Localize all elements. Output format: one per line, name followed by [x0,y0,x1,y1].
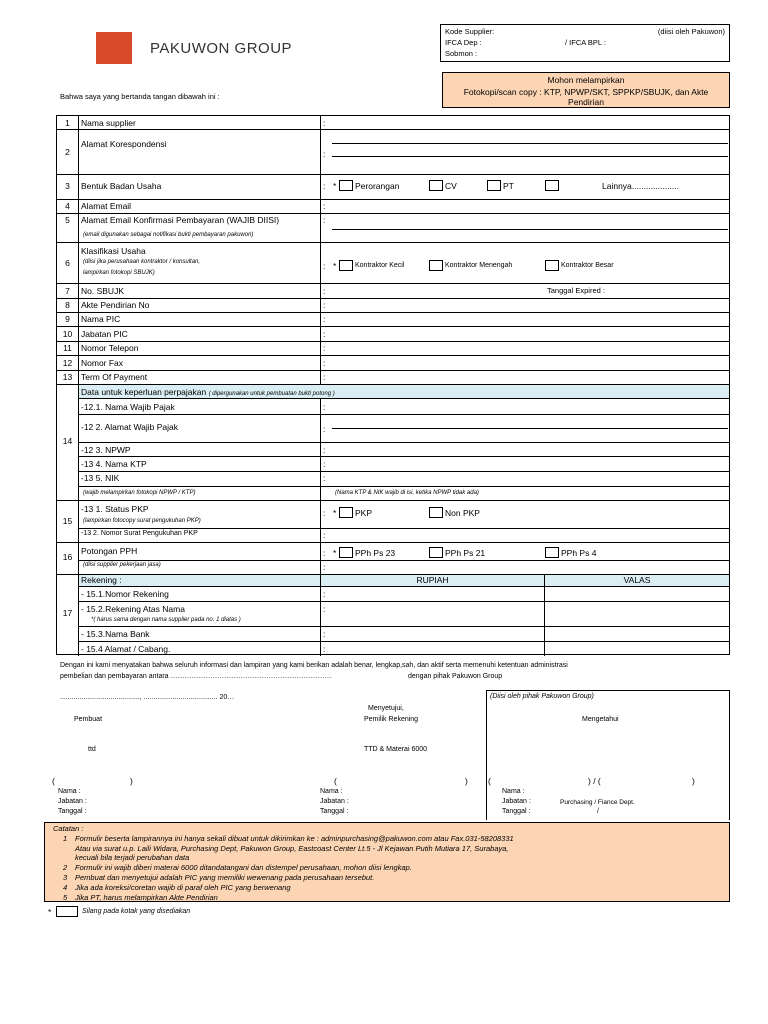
supplier-code-label: Kode Supplier: [445,27,495,36]
note-number: 2 [63,863,68,873]
checkbox-non-pkp[interactable] [429,507,443,518]
label-alamat-wajib-pajak: -12 2. Alamat Wajib Pajak [81,422,179,432]
required-star: * [333,261,337,271]
email-note: (email digunakan sebagai notifikasi bukti pembayaran pakuwon) [83,232,254,238]
pakuwon-fill-note: (Diisi oleh pihak Pakuwon Group) [490,693,594,700]
colon: : [323,261,326,271]
tanggal-label: Tanggal : [320,808,349,815]
label-nomor-surat-pkp: -13 2. Nomor Surat Pengukuhan PKP [81,530,198,537]
label-nama-supplier: Nama supplier [81,118,136,128]
row-number: 10 [62,329,73,339]
notes-box [44,822,730,902]
colon: : [323,589,326,599]
mengetahui-label: Mengetahui [582,716,619,723]
klasifikasi-note: (diisi jika perusahaan kontraktor / konsultan, [83,259,201,265]
row-number: 3 [65,181,70,191]
option-kontraktor-besar: Kontraktor Besar [561,262,614,269]
menyetujui-label: Menyetujui, [368,705,404,712]
required-star: * [333,548,337,558]
header-rupiah: RUPIAH [416,575,449,585]
footnote: Silang pada kotak yang disediakan [82,908,191,915]
note-4: Jika ada koreksi/coretan wajib di paraf oleh PIC yang berwenang [75,882,291,892]
pakuwon-logo-icon [96,32,132,64]
label-nama-pic: Nama PIC [81,314,121,324]
intro-text: Bahwa saya yang bertanda tangan dibawah ini : [60,92,220,101]
colon: : [323,562,326,572]
label-nik: -13 5. NIK [81,473,120,483]
company-name: PAKUWON GROUP [150,40,293,57]
row-number: 14 [62,436,73,446]
filled-by-note: (diisi oleh Pakuwon) [657,27,725,36]
required-star: * [333,508,337,518]
checkbox-kontraktor-besar[interactable] [545,260,559,271]
label-jabatan-pic: Jabatan PIC [81,329,128,339]
checkbox-pph4[interactable] [545,547,559,558]
colon: : [323,459,326,469]
colon: : [323,343,326,353]
header-valas: VALAS [623,575,651,585]
colon: : [323,629,326,639]
row-number: 5 [65,215,70,225]
paren: ) [692,776,695,786]
checkbox-perorangan[interactable] [339,180,353,191]
colon: : [323,424,326,434]
label-bentuk-badan-usaha: Bentuk Badan Usaha [81,181,162,191]
label-potongan-pph: Potongan PPH [81,546,138,556]
note-1c: kecuali bila terjadi perubahan data [75,853,190,863]
label-nama-bank: - 15.3.Nama Bank [81,629,150,639]
checkbox-kontraktor-menengah[interactable] [429,260,443,271]
rekening-note: *( harus sama dengan nama supplier pada no. 1 diatas ) [91,617,241,623]
label-sbujk: No. SBUJK [81,286,124,296]
colon: : [323,215,326,225]
row-number: 2 [65,147,70,157]
note-2: Formulir ini wajib diberi materai 6000 ditandatangani dan distempel perusahaan, mohon diisi lengkap. [75,863,412,873]
paren: ) [465,776,468,786]
colon: : [323,445,326,455]
row-number: 9 [65,314,70,324]
colon: : [323,530,326,540]
ifca-dep-label: IFCA Dep : [445,38,482,47]
supplier-form-table [56,115,730,655]
colon: : [323,201,326,211]
attachment-request-box [442,72,730,108]
paren: ) / ( [588,776,601,786]
checkbox-pph21[interactable] [429,547,443,558]
colon: : [323,300,326,310]
row-number: 11 [63,343,72,353]
colon: : [323,604,326,614]
checkbox-pkp[interactable] [339,507,353,518]
row-number: 12 [62,358,73,368]
option-kontraktor-kecil: Kontraktor Kecil [355,262,405,269]
note-number: 4 [63,882,68,892]
nama-label: Nama : [58,788,81,795]
checkbox-lainnya[interactable] [545,180,559,191]
colon: : [323,118,326,128]
pph-note: (diisi supplier pekerjaan jasa) [83,562,161,568]
note-number: 5 [63,892,68,902]
sobmon-label: Sobmon : [445,49,478,58]
checkbox-pt[interactable] [487,180,501,191]
ktp-note: (Nama KTP & NIK wajib di isi, ketika NPWP tidak ada) [335,490,479,496]
option-lainnya: Lainnya.................... [602,181,680,191]
statement-line-1: Dengan ini kami menyatakan bahwa seluruh informasi dan lampiran yang kami berikan adalah benar, lengkap,sah, dan aktif serta memenuhi ketentuan administrasi [60,662,568,669]
label-alamat-korespondensi: Alamat Korespondensi [81,139,167,149]
tanggal-value: / [597,808,599,815]
label-tanggal-expired: Tanggal Expired : [547,286,605,295]
label-alamat-email: Alamat Email [81,201,132,211]
row-number: 16 [62,552,73,562]
colon: : [323,329,326,339]
row-number: 17 [62,608,73,618]
jabatan-label: Jabatan : [502,798,531,805]
colon: : [323,314,326,324]
materai-label: TTD & Materai 6000 [364,746,428,753]
colon: : [323,508,326,518]
option-cv: CV [445,181,457,191]
attachment-body: Fotokopi/scan copy : KTP, NPWP/SKT, SPPKP/SBUJK, dan Akte Pendirian [463,87,709,107]
row-number: 6 [65,258,70,268]
note-number: 3 [63,872,68,882]
label-nama-ktp: -13 4. Nama KTP [81,459,147,469]
option-pkp: PKP [355,508,373,518]
label-alamat-cabang: - 15.4 Alamat / Cabang. [81,644,171,654]
pkp-note: (lampirkan fotocopy surat pengukuhan PKP) [83,518,201,524]
row-number: 8 [65,300,70,310]
supplier-code-box [440,24,730,62]
paren: ( [52,776,55,786]
option-pph4: PPh Ps 4 [561,548,597,558]
ttd-label: ttd [88,746,96,753]
option-pph21: PPh Ps 21 [445,548,486,558]
sign-date-line: ........................................., ...................................... 20… [60,694,235,701]
option-pph23: PPh Ps 23 [355,548,396,558]
checkbox-cv[interactable] [429,180,443,191]
npwp-note: (wajib melampirkan fotokopi NPWP / KTP) [83,490,196,496]
label-term-of-payment: Term Of Payment [81,372,148,382]
note-3: Pembuat dan menyetujui adalah PIC yang memiliki wewenang pada perusahaan tersebut. [75,872,375,882]
jabatan-label: Jabatan : [58,798,87,805]
label-akte-pendirian: Akte Pendirian No [81,300,150,310]
nama-label: Nama : [502,788,525,795]
row-number: 15 [62,516,73,526]
colon: : [323,644,326,654]
attachment-title: Mohon melampirkan [547,75,625,85]
pembuat-label: Pembuat [74,716,103,723]
colon: : [323,402,326,412]
row-number: 1 [65,118,70,128]
statement-line-3: dengan pihak Pakuwon Group [408,673,503,680]
checkbox-kontraktor-kecil[interactable] [339,260,353,271]
note-1: Formulir beserta lampirannya ini hanya sekali dibuat untuk dikirimkan ke : adminpurchasing@pakuwon.com atau Fax.031-58208331 [75,833,514,843]
pemilik-rekening-label: Pemilik Rekening [364,716,419,723]
option-non-pkp: Non PKP [445,508,480,518]
ifca-bpl-label: / IFCA BPL : [565,38,606,47]
required-star: * [333,181,337,191]
colon: : [323,473,326,483]
tanggal-label: Tanggal : [58,808,87,815]
row-number: 4 [65,201,70,211]
label-status-pkp: -13 1. Status PKP [81,504,149,514]
label-nomor-fax: Nomor Fax [81,358,124,368]
colon: : [323,548,326,558]
row-number: 7 [65,286,70,296]
option-kontraktor-menengah: Kontraktor Menengah [445,262,513,269]
paren: ( [334,776,337,786]
colon: : [323,149,326,159]
note-5: Jika PT, harus melampirkan Akte Pendirian [75,892,218,902]
label-rekening-atas-nama: - 15.2.Rekening Atas Nama [81,604,185,614]
colon: : [323,286,326,296]
label-nama-wajib-pajak: -12.1. Nama Wajib Pajak [81,402,175,412]
colon: : [323,372,326,382]
tanggal-label: Tanggal : [502,808,531,815]
label-nomor-telepon: Nomor Telepon [81,343,139,353]
note-1b: Atau via surat u.p. Laili Widara, Purchasing Dept, Pakuwon Group, Eastcoast Center Lt.5 - Jl Kejawan Putih Mutiara 17, Surabaya, [75,843,509,853]
row-number: 13 [62,372,73,382]
option-perorangan: Perorangan [355,181,400,191]
jabatan-label: Jabatan : [320,798,349,805]
paren: ( [488,776,491,786]
label-klasifikasi-usaha: Klasifikasi Usaha [81,246,146,256]
option-pt: PT [503,181,514,191]
jabatan-value: Purchasing / Fiance Dept. [560,799,635,806]
nama-label: Nama : [320,788,343,795]
note-number: 1 [63,833,68,843]
statement-line-2: pembelian dan pembayaran antara …………………………………………………………… [60,673,332,680]
klasifikasi-note: lampirkan fotokopi SBUJK) [83,270,155,276]
label-rekening: Rekening : [81,575,122,585]
label-email-konfirmasi: Alamat Email Konfirmasi Pembayaran (WAJIB DIISI) [81,215,280,225]
colon: : [323,181,326,191]
example-checkbox [56,906,78,917]
notes-title: Catatan : [53,824,84,833]
colon: : [323,358,326,368]
label-npwp: -12 3. NPWP [81,445,131,455]
checkbox-pph23[interactable] [339,547,353,558]
tax-section-title: Data untuk keperluan perpajakan ( dipergunakan untuk pembuatan bukti potong ) [81,387,335,397]
required-star: * [48,907,52,917]
label-nomor-rekening: - 15.1.Nomor Rekening [81,589,169,599]
paren: ) [130,776,133,786]
